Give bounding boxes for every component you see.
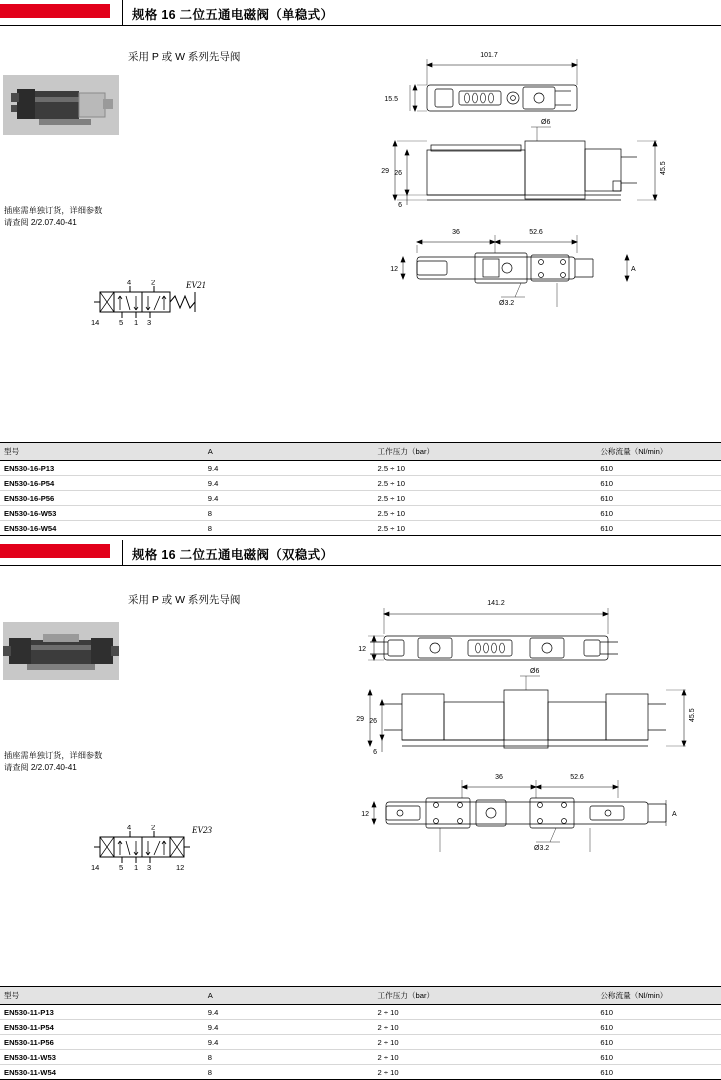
cell-a: 9.4 <box>204 1005 374 1020</box>
cell-pressure: 2 ÷ 10 <box>374 1065 597 1080</box>
cell-model: EN530-11-P56 <box>0 1035 204 1050</box>
cell-pressure: 2.5 ÷ 10 <box>374 506 597 521</box>
section-header-double <box>0 540 721 574</box>
symbol-port-5: 5 <box>119 318 124 327</box>
cell-flow: 610 <box>596 461 721 476</box>
section-header-single <box>0 0 721 34</box>
dim-mid-right-2: 45.5 <box>689 708 696 722</box>
cell-a: 8 <box>204 506 374 521</box>
technical-drawing-double <box>340 590 715 870</box>
socket-note-double <box>4 750 122 774</box>
dim-mid-h1-2: 29 <box>356 716 364 723</box>
dim-bot-h-2: 12 <box>361 811 369 818</box>
socket-note-line2: 请查阅 2/2.07.40-41 <box>4 218 77 227</box>
cell-model: EN530-16-P13 <box>0 461 204 476</box>
cell-flow: 610 <box>596 1050 721 1065</box>
cell-a: 8 <box>204 1065 374 1080</box>
symbol-port-1-2: 1 <box>134 863 139 872</box>
col-flow: 公称流量（Nl/min） <box>596 987 721 1005</box>
col-pressure: 工作压力（bar） <box>374 987 597 1005</box>
dim-bot-letter-2: A <box>672 811 677 818</box>
dim-bot-letter: A <box>631 266 636 273</box>
cell-a: 8 <box>204 521 374 536</box>
table-row <box>0 1035 721 1050</box>
cell-pressure: 2.5 ÷ 10 <box>374 521 597 536</box>
cell-model: EN530-11-W53 <box>0 1050 204 1065</box>
technical-drawing-single <box>355 45 715 320</box>
table-row <box>0 1065 721 1080</box>
dim-bot-right: 52.6 <box>529 229 543 236</box>
cell-model: EN530-16-W53 <box>0 506 204 521</box>
table-row <box>0 476 721 491</box>
dim-mid-dia-2: Ø6 <box>530 668 540 675</box>
dim-bot-dia: Ø3.2 <box>499 300 515 307</box>
symbol-port-4: 4 <box>127 280 132 287</box>
cell-flow: 610 <box>596 521 721 536</box>
cell-a: 9.4 <box>204 491 374 506</box>
header-rule-2 <box>0 565 721 566</box>
cell-pressure: 2 ÷ 10 <box>374 1020 597 1035</box>
cell-pressure: 2.5 ÷ 10 <box>374 491 597 506</box>
cell-model: EN530-16-P56 <box>0 491 204 506</box>
page-title-2: 规格 16 二位五通电磁阀（双稳式） <box>132 548 334 562</box>
symbol-port-1: 1 <box>134 318 139 327</box>
socket-note-line1-2: 插座需单独订货，详细参数 <box>4 751 103 760</box>
pneumatic-symbol-ev23 <box>90 825 270 880</box>
accent-bar-red <box>0 4 110 18</box>
spec-table-single <box>0 442 721 536</box>
header-divider-2 <box>122 540 123 565</box>
table-row <box>0 1020 721 1035</box>
col-flow: 公称流量（Nl/min） <box>596 443 721 461</box>
col-pressure: 工作压力（bar） <box>374 443 597 461</box>
cell-model: EN530-11-W54 <box>0 1065 204 1080</box>
accent-bar-red-2 <box>0 544 110 558</box>
dim-mid-h2-2: 26 <box>369 718 377 725</box>
table-row <box>0 491 721 506</box>
table-header-row <box>0 443 721 461</box>
cell-pressure: 2 ÷ 10 <box>374 1035 597 1050</box>
subtitle-single: 采用 P 或 W 系列先导阀 <box>128 51 241 63</box>
symbol-port-14-2: 14 <box>91 863 100 872</box>
dim-top-length-2: 141.2 <box>487 600 505 607</box>
dim-bot-dia-2: Ø3.2 <box>534 845 550 852</box>
dim-mid-right: 45.5 <box>660 161 667 175</box>
cell-model: EN530-16-W54 <box>0 521 204 536</box>
dim-bot-left-2: 36 <box>495 774 503 781</box>
table-row <box>0 461 721 476</box>
symbol-port-3-2: 3 <box>147 863 152 872</box>
cell-flow: 610 <box>596 476 721 491</box>
symbol-port-12: 12 <box>176 863 185 872</box>
dim-top-height: 15.5 <box>384 96 398 103</box>
header-rule <box>0 25 721 26</box>
dim-mid-h3-2: 6 <box>373 749 377 756</box>
dim-top-height-2: 12 <box>358 646 366 653</box>
symbol-port-5-2: 5 <box>119 863 124 872</box>
dim-bot-left: 36 <box>452 229 460 236</box>
dim-mid-h1: 29 <box>381 168 389 175</box>
page-title: 规格 16 二位五通电磁阀（单稳式） <box>132 8 334 22</box>
symbol-port-2-2: 2 <box>151 825 156 832</box>
cell-flow: 610 <box>596 1035 721 1050</box>
pneumatic-symbol-ev21 <box>90 280 250 335</box>
cell-pressure: 2 ÷ 10 <box>374 1005 597 1020</box>
cell-a: 9.4 <box>204 476 374 491</box>
cell-model: EN530-11-P13 <box>0 1005 204 1020</box>
symbol-label-ev21: EV21 <box>186 280 206 290</box>
cell-pressure: 2 ÷ 10 <box>374 1050 597 1065</box>
cell-a: 9.4 <box>204 1020 374 1035</box>
subtitle-double: 采用 P 或 W 系列先导阀 <box>128 594 241 606</box>
symbol-port-4-2: 4 <box>127 825 132 832</box>
socket-note-line2-2: 请查阅 2/2.07.40-41 <box>4 763 77 772</box>
dim-top-length: 101.7 <box>480 52 498 59</box>
spec-table-single-wrapper <box>0 442 721 536</box>
col-a: A <box>204 443 374 461</box>
cell-flow: 610 <box>596 491 721 506</box>
cell-flow: 610 <box>596 1020 721 1035</box>
cell-flow: 610 <box>596 1005 721 1020</box>
spec-table-double-wrapper <box>0 986 721 1080</box>
symbol-port-14: 14 <box>91 318 100 327</box>
table-header-row <box>0 987 721 1005</box>
cell-a: 8 <box>204 1050 374 1065</box>
spec-table-double <box>0 986 721 1080</box>
dim-bot-h: 12 <box>390 266 398 273</box>
dim-bot-right-2: 52.6 <box>570 774 584 781</box>
table-row <box>0 1050 721 1065</box>
dim-mid-h2: 26 <box>394 170 402 177</box>
symbol-port-2: 2 <box>151 280 156 287</box>
symbol-label-ev23: EV23 <box>192 825 212 835</box>
dim-mid-h3: 6 <box>398 202 402 209</box>
section-double <box>0 540 721 1075</box>
socket-note-single <box>4 205 122 229</box>
cell-a: 9.4 <box>204 461 374 476</box>
table-row <box>0 506 721 521</box>
cell-flow: 610 <box>596 1065 721 1080</box>
product-photo-double <box>3 622 119 680</box>
cell-flow: 610 <box>596 506 721 521</box>
header-divider <box>122 0 123 25</box>
cell-pressure: 2.5 ÷ 10 <box>374 461 597 476</box>
cell-model: EN530-11-P54 <box>0 1020 204 1035</box>
cell-pressure: 2.5 ÷ 10 <box>374 476 597 491</box>
cell-model: EN530-16-P54 <box>0 476 204 491</box>
table-row <box>0 1005 721 1020</box>
product-photo-single <box>3 75 119 135</box>
col-model: 型号 <box>0 443 204 461</box>
table-row <box>0 521 721 536</box>
socket-note-line1: 插座需单独订货，详细参数 <box>4 206 103 215</box>
symbol-port-3: 3 <box>147 318 152 327</box>
col-a: A <box>204 987 374 1005</box>
cell-a: 9.4 <box>204 1035 374 1050</box>
dim-mid-dia: Ø6 <box>541 119 551 126</box>
col-model: 型号 <box>0 987 204 1005</box>
